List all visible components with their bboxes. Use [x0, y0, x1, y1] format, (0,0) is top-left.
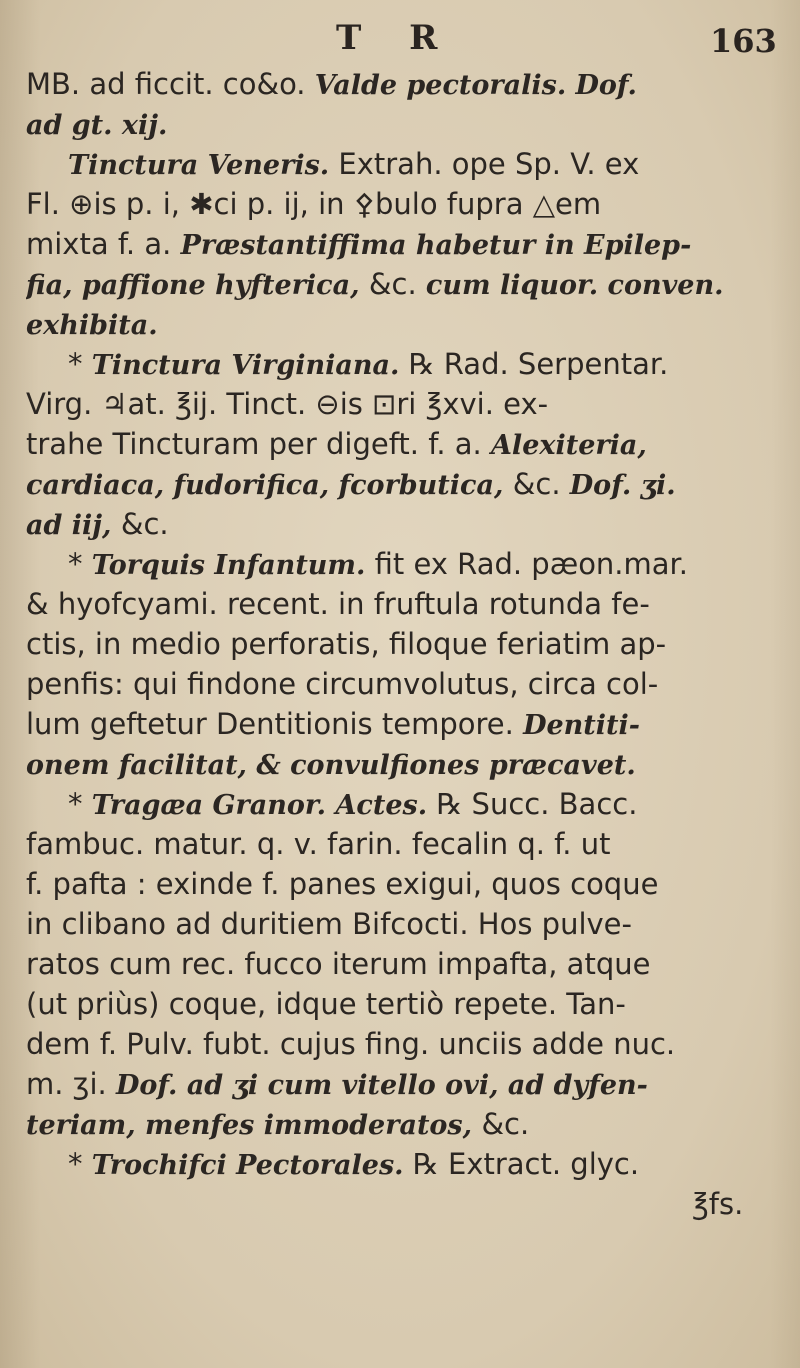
- text-line: [26, 464, 790, 504]
- roman-segment: (ut priùs) coque, idque tertiò repete. Tan-: [26, 987, 626, 1021]
- roman-segment: &c.: [481, 1107, 530, 1141]
- running-head: [0, 18, 800, 62]
- text-line: [692, 1184, 790, 1224]
- italic-segment: Trochifci Pectorales.: [91, 1150, 404, 1181]
- text-line: [68, 144, 790, 184]
- text-line: [26, 624, 790, 664]
- text-line: [26, 584, 790, 624]
- text-line: [26, 384, 790, 424]
- italic-segment: ad iij,: [26, 510, 121, 541]
- roman-segment: ℞ Extract. glyc.: [403, 1147, 640, 1181]
- text-line: [68, 544, 790, 584]
- text-line: [68, 344, 790, 384]
- text-line: [26, 664, 790, 704]
- italic-segment: cum liquor. conven.: [425, 270, 724, 301]
- text-line: [26, 744, 790, 784]
- roman-segment: & hyofcyami. recent. in fruftula rotunda fe-: [26, 587, 650, 621]
- italic-segment: Valde pectoralis.: [314, 70, 567, 101]
- italic-segment: cardiaca, fudorifica, fcorbutica,: [26, 470, 513, 501]
- italic-segment: ad gt. xij.: [26, 110, 168, 141]
- text-line: [26, 864, 790, 904]
- roman-segment: *: [68, 787, 92, 821]
- roman-segment: &c.: [512, 467, 570, 501]
- italic-segment: exhibita.: [26, 310, 158, 341]
- italic-segment: Tinctura Virginiana.: [91, 350, 400, 381]
- text-line: [26, 504, 790, 544]
- italic-segment: Dof.: [575, 70, 637, 101]
- text-line: [26, 304, 790, 344]
- roman-segment: dem f. Pulv. fubt. cujus fing. unciis adde nuc.: [26, 1027, 676, 1061]
- roman-segment: Fl. ⊕is p. i, ✱ci p. ij, in ⚴bulo fupra △em: [26, 187, 602, 221]
- italic-segment: teriam, menfes immoderatos,: [26, 1110, 482, 1141]
- text-line: [68, 1144, 790, 1184]
- text-line: [26, 1104, 790, 1144]
- roman-segment: ℥fs.: [692, 1187, 744, 1221]
- roman-segment: MB. ad ficcit. co&o.: [26, 67, 315, 101]
- text-line: [26, 944, 790, 984]
- text-line: [26, 1064, 790, 1104]
- text-line: [26, 64, 790, 104]
- roman-segment: ℞ Succ. Bacc.: [427, 787, 638, 821]
- roman-segment: ℞ Rad. Serpentar.: [399, 347, 669, 381]
- roman-segment: *: [68, 347, 92, 381]
- roman-segment: fambuc. matur. q. v. farin. fecalin q. f. ut: [26, 827, 611, 861]
- text-line: [26, 104, 790, 144]
- text-line: [26, 704, 790, 744]
- roman-segment: *: [68, 547, 92, 581]
- italic-segment: Dof. ad ʒi cum vitello ovi, ad dyfen-: [115, 1070, 648, 1101]
- italic-segment: Torquis Infantum.: [91, 550, 366, 581]
- roman-segment: in clibano ad duritiem Bifcocti. Hos pulve-: [26, 907, 632, 941]
- text-line: [68, 784, 790, 824]
- roman-segment: Extrah. ope Sp. V. ex: [329, 147, 640, 181]
- text-line: [26, 264, 790, 304]
- italic-segment: Alexiteria,: [490, 430, 647, 461]
- italic-segment: Dof. ʒi.: [569, 470, 676, 501]
- text-line: [26, 424, 790, 464]
- roman-segment: ctis, in medio perforatis, filoque feriatim ap-: [26, 627, 667, 661]
- roman-segment: penfis: qui findone circumvolutus, circa col-: [26, 667, 659, 701]
- text-line: [26, 1024, 790, 1064]
- roman-segment: Virg. ♃at. ℥ij. Tinct. ⊖is ⊡ri ℥xvi. ex-: [26, 387, 549, 421]
- text-line: [26, 224, 790, 264]
- roman-segment: mixta f. a.: [26, 227, 181, 261]
- italic-segment: onem facilitat, & convulfiones præcavet.: [26, 750, 636, 781]
- text-line: [26, 824, 790, 864]
- roman-segment: *: [68, 1147, 92, 1181]
- roman-segment: trahe Tincturam per digeft. f. a.: [26, 427, 491, 461]
- italic-segment: Tinctura Veneris.: [68, 150, 330, 181]
- text-line: [26, 984, 790, 1024]
- roman-segment: &c.: [120, 507, 169, 541]
- roman-segment: f. pafta : exinde f. panes exigui, quos coque: [26, 867, 659, 901]
- italic-segment: Tragæa Granor. Actes.: [91, 790, 428, 821]
- italic-segment: fia, paffione hyfterica,: [26, 270, 369, 301]
- italic-segment: Præstantiffima habetur in Epilep-: [180, 230, 692, 261]
- roman-segment: &c.: [368, 267, 426, 301]
- page-number: 163: [710, 22, 777, 60]
- text-line: [26, 184, 790, 224]
- italic-segment: Dentiti-: [523, 710, 640, 741]
- roman-segment: fit ex Rad. pæon.mar.: [365, 547, 689, 581]
- text-line: [26, 904, 790, 944]
- roman-segment: ratos cum rec. fucco iterum impafta, atque: [26, 947, 651, 981]
- roman-segment: lum geftetur Dentitionis tempore.: [26, 707, 524, 741]
- roman-segment: m. ʒi.: [26, 1067, 116, 1101]
- running-head-letters: T R: [336, 18, 456, 58]
